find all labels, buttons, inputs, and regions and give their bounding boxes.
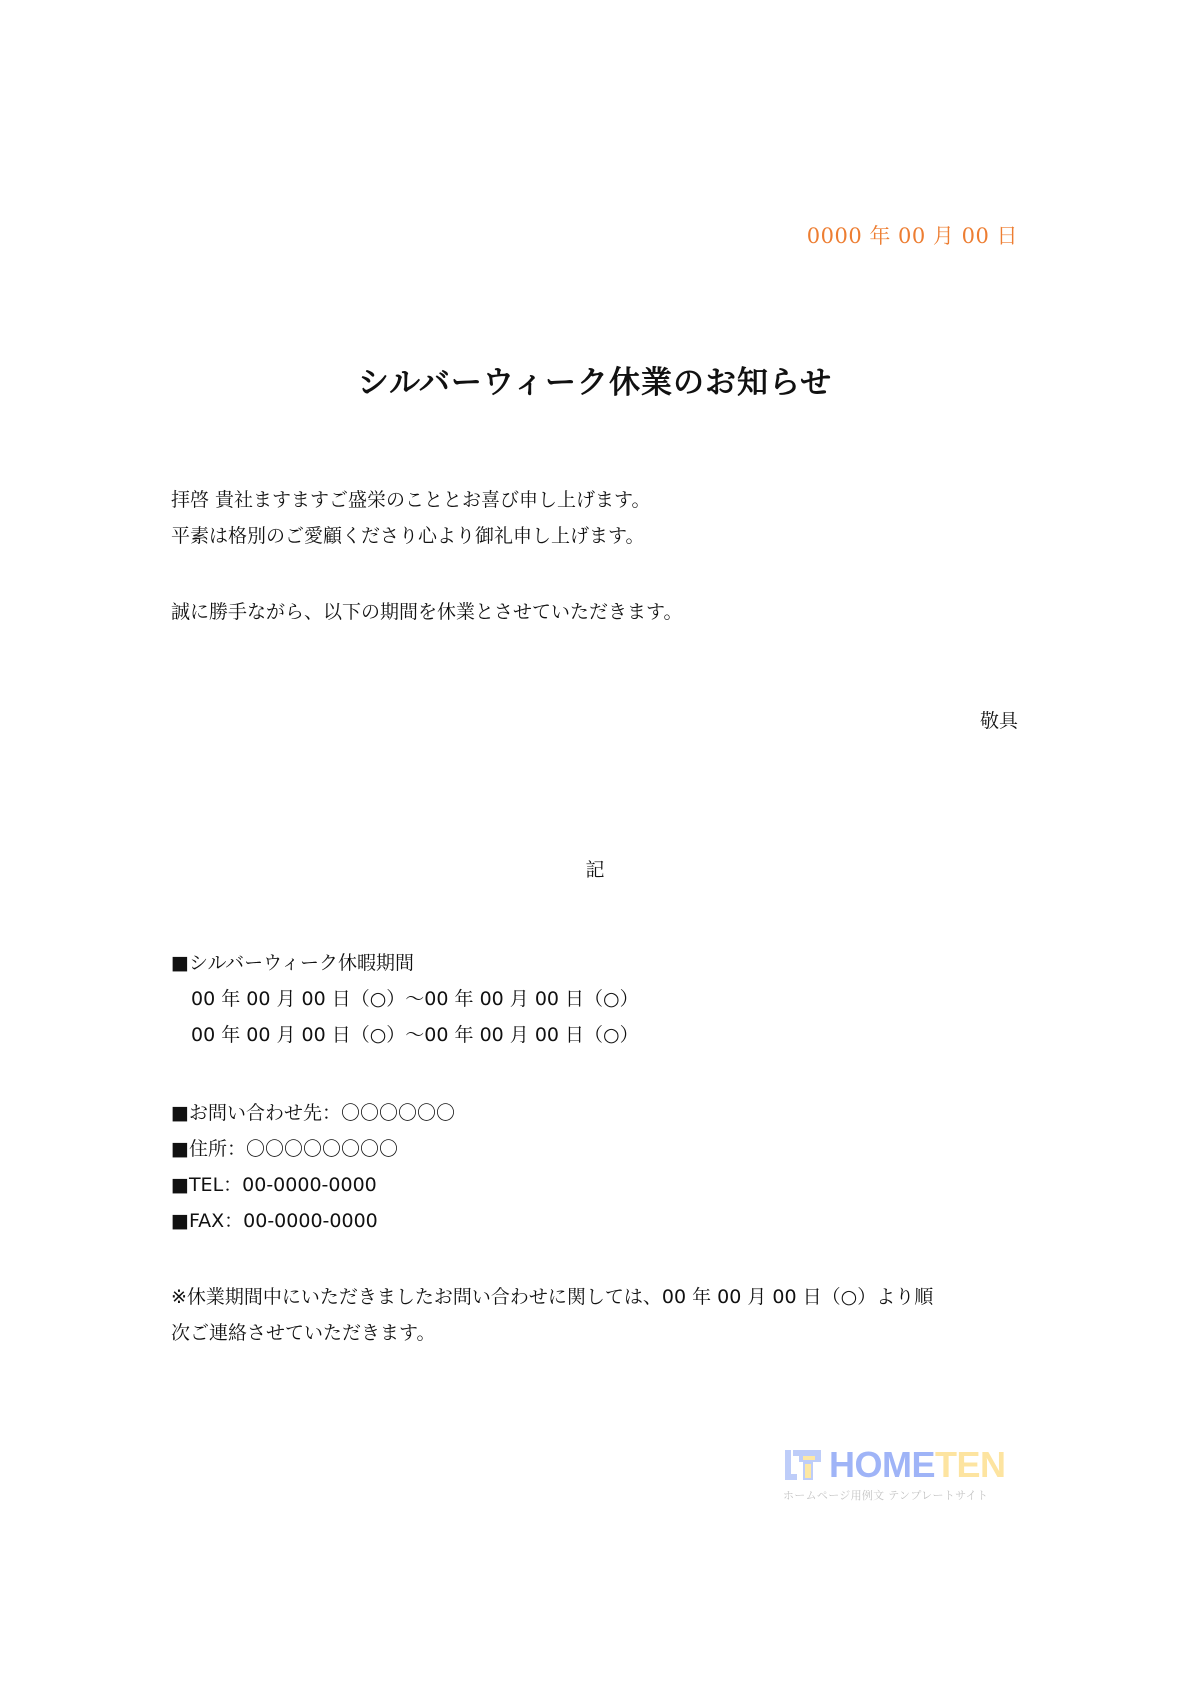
logo-text-home: HOME [829, 1444, 935, 1485]
logo-main [783, 1446, 1013, 1484]
closing-text: 敬具 [979, 710, 1018, 732]
hometen-watermark [783, 1446, 1013, 1503]
hometen-logo-icon [783, 1448, 823, 1482]
greeting-line: 拝啓 貴社ますますご盛栄のこととお喜び申し上げます。 [171, 489, 651, 511]
note-line: 次ご連絡させていただきます。 [171, 1322, 436, 1344]
contact-fax: ■FAX：00-0000-0000 [171, 1210, 378, 1232]
note-section [171, 1279, 933, 1351]
document-date: 0000 年 00 月 00 日 [806, 224, 1018, 248]
announcement-text: 誠に勝手ながら、以下の期間を休業とさせていただきます。 [171, 601, 683, 623]
ki-heading: 記 [585, 859, 605, 881]
contact-tel: ■TEL：00-0000-0000 [171, 1174, 377, 1196]
greeting-line: 平素は格別のご愛顧くださり心より御礼申し上げます。 [171, 525, 645, 547]
holiday-heading: ■シルバーウィーク休暇期間 [171, 952, 415, 974]
logo-text-ten: TEN [935, 1444, 1006, 1485]
holiday-period: 00 年 00 月 00 日（○）～00 年 00 月 00 日（○） [191, 988, 639, 1010]
holiday-section [171, 945, 639, 1053]
note-line: ※休業期間中にいただきましたお問い合わせに関しては、00 年 00 月 00 日（○）より順 [171, 1286, 934, 1308]
holiday-period: 00 年 00 月 00 日（○）～00 年 00 月 00 日（○） [191, 1024, 639, 1046]
contact-address: ■住所：〇〇〇〇〇〇〇〇 [171, 1138, 398, 1160]
document-title: シルバーウィーク休業のお知らせ [357, 365, 833, 401]
greeting-block [171, 482, 651, 554]
contact-section [171, 1095, 455, 1239]
logo-tagline: ホームページ用例文 テンプレートサイト [783, 1489, 989, 1502]
contact-inquiry: ■お問い合わせ先：〇〇〇〇〇〇 [171, 1102, 455, 1124]
